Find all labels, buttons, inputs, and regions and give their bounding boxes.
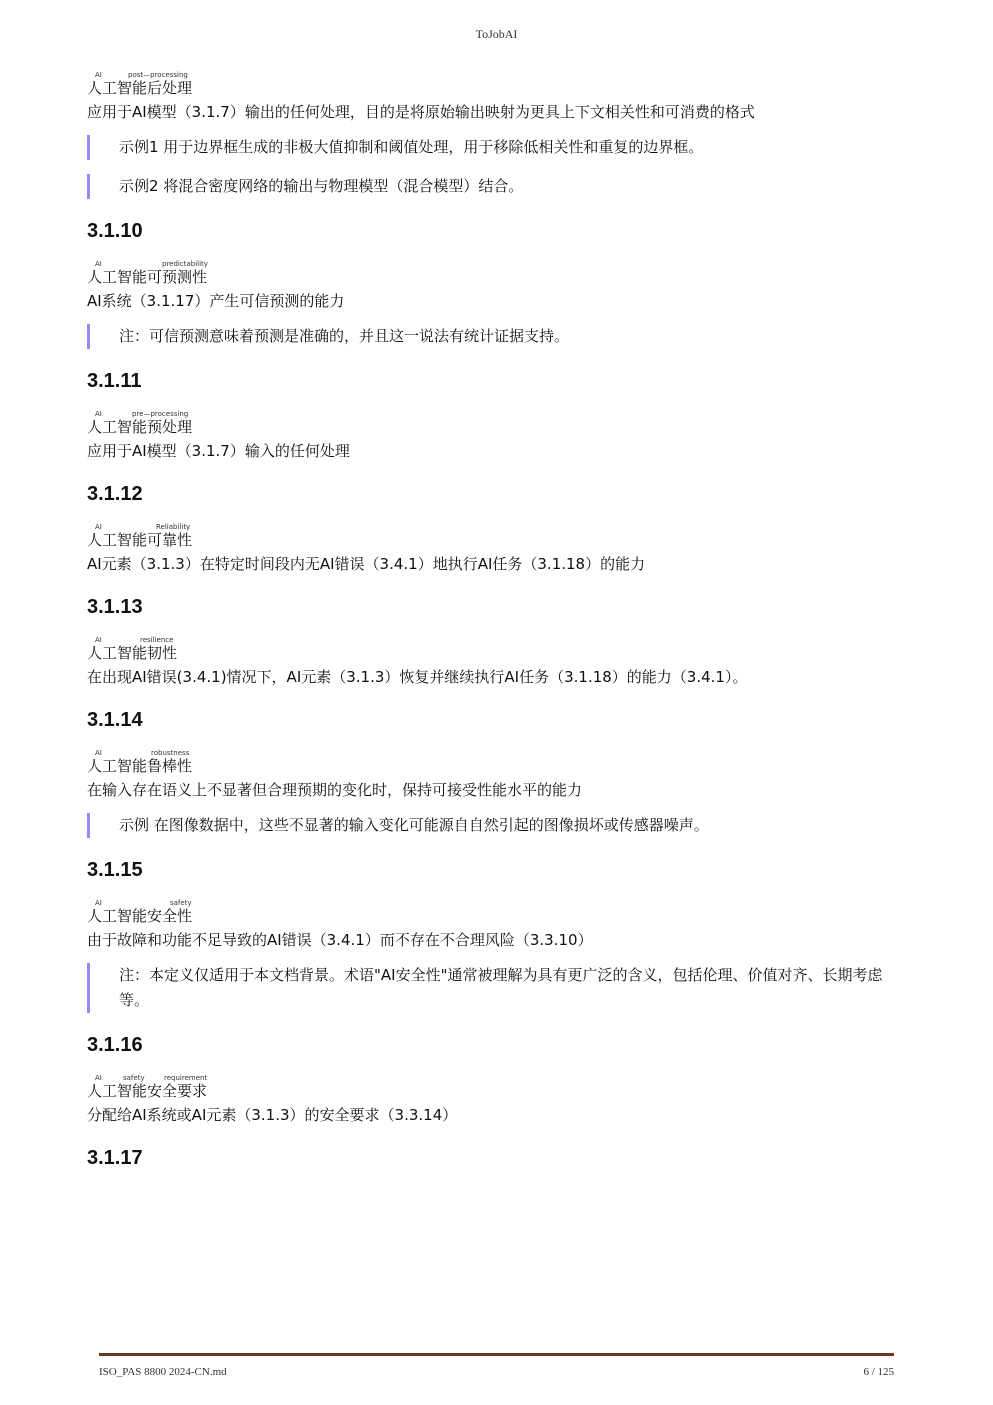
term-entry: [87, 257, 897, 349]
term-definition: AI元素（3.1.3）在特定时间段内无AI错误（3.4.1）地执行AI任务（3.1.18）的能力: [87, 555, 646, 573]
section-heading: 3.1.11: [87, 370, 142, 392]
ruby-label: AI: [95, 749, 102, 757]
term-entry: [87, 407, 897, 462]
term-ruby: [87, 633, 897, 644]
term-ruby: [87, 407, 897, 418]
footer-divider: [99, 1353, 894, 1356]
ruby-label: safety: [170, 899, 192, 907]
note-block: 示例2 将混合密度网络的输出与物理模型（混合模型）结合。: [87, 174, 897, 199]
document-body: [87, 68, 897, 1184]
page-header: ToJobAI: [475, 27, 518, 41]
footer-page-number: 6 / 125: [863, 1366, 894, 1378]
section-heading: 3.1.14: [87, 709, 143, 731]
footer-filename: ISO_PAS 8800 2024-CN.md: [99, 1366, 227, 1378]
section-heading: 3.1.12: [87, 483, 143, 505]
term-title: 人工智能后处理: [87, 79, 193, 97]
term-title: 人工智能鲁棒性: [87, 757, 193, 775]
ruby-label: resilience: [140, 636, 174, 644]
term-ruby: [87, 746, 897, 757]
term-entry: [87, 633, 897, 688]
ruby-label: requirement: [164, 1074, 208, 1082]
term-ruby: [87, 520, 897, 531]
ruby-label: AI: [95, 523, 102, 531]
term-definition: 分配给AI系统或AI元素（3.1.3）的安全要求（3.3.14）: [87, 1106, 458, 1124]
term-entry: [87, 896, 897, 1013]
term-definition: AI系统（3.1.17）产生可信预测的能力: [87, 292, 345, 310]
ruby-label: predictability: [162, 260, 208, 268]
term-entry: [87, 520, 897, 575]
note-block: 注：本定义仅适用于本文档背景。术语"AI安全性"通常被理解为具有更广泛的含义，包括伦理、价值对齐、长期考虑等。: [87, 963, 897, 1013]
ruby-label: AI: [95, 410, 102, 418]
term-title: 人工智能可预测性: [87, 268, 208, 286]
term-definition: 应用于AI模型（3.1.7）输入的任何处理: [87, 442, 350, 460]
ruby-label: AI: [95, 71, 102, 79]
ruby-label: AI: [95, 899, 102, 907]
term-definition: 在出现AI错误(3.4.1)情况下，AI元素（3.1.3）恢复并继续执行AI任务（3.1.18）的能力（3.4.1）。: [87, 668, 748, 686]
note-block: 示例 在图像数据中，这些不显著的输入变化可能源自自然引起的图像损坏或传感器噪声。: [87, 813, 897, 838]
term-title: 人工智能安全性: [87, 907, 193, 925]
term-ruby: [87, 68, 897, 79]
ruby-label: AI: [95, 260, 102, 268]
term-definition: 由于故障和功能不足导致的AI错误（3.4.1）而不存在不合理风险（3.3.10）: [87, 931, 593, 949]
section-heading: 3.1.10: [87, 220, 143, 242]
term-title: 人工智能可靠性: [87, 531, 193, 549]
term-entry: [87, 68, 897, 199]
term-title: 人工智能预处理: [87, 418, 193, 436]
ruby-label: AI: [95, 1074, 102, 1082]
term-entry: [87, 1071, 897, 1126]
section-heading: 3.1.15: [87, 859, 143, 881]
section-heading: 3.1.13: [87, 596, 143, 618]
ruby-label: pre—processing: [132, 410, 189, 418]
term-definition: 应用于AI模型（3.1.7）输出的任何处理，目的是将原始输出映射为更具上下文相关性和可消费的格式: [87, 103, 755, 121]
term-title: 人工智能安全要求: [87, 1082, 208, 1100]
ruby-label: robustness: [151, 749, 190, 757]
term-ruby: [87, 896, 897, 907]
ruby-label: safety: [123, 1074, 145, 1082]
section-heading: 3.1.17: [87, 1147, 143, 1169]
ruby-label: AI: [95, 636, 102, 644]
note-block: 注：可信预测意味着预测是准确的，并且这一说法有统计证据支持。: [87, 324, 897, 349]
term-definition: 在输入存在语义上不显著但合理预期的变化时，保持可接受性能水平的能力: [87, 781, 583, 799]
ruby-label: Reliability: [156, 523, 191, 531]
term-entry: [87, 746, 897, 838]
note-block: 示例1 用于边界框生成的非极大值抑制和阈值处理，用于移除低相关性和重复的边界框。: [87, 135, 897, 160]
term-title: 人工智能韧性: [87, 644, 178, 662]
section-heading: 3.1.16: [87, 1034, 143, 1056]
term-ruby: [87, 1071, 897, 1082]
term-ruby: [87, 257, 897, 268]
ruby-label: post—processing: [128, 71, 188, 79]
